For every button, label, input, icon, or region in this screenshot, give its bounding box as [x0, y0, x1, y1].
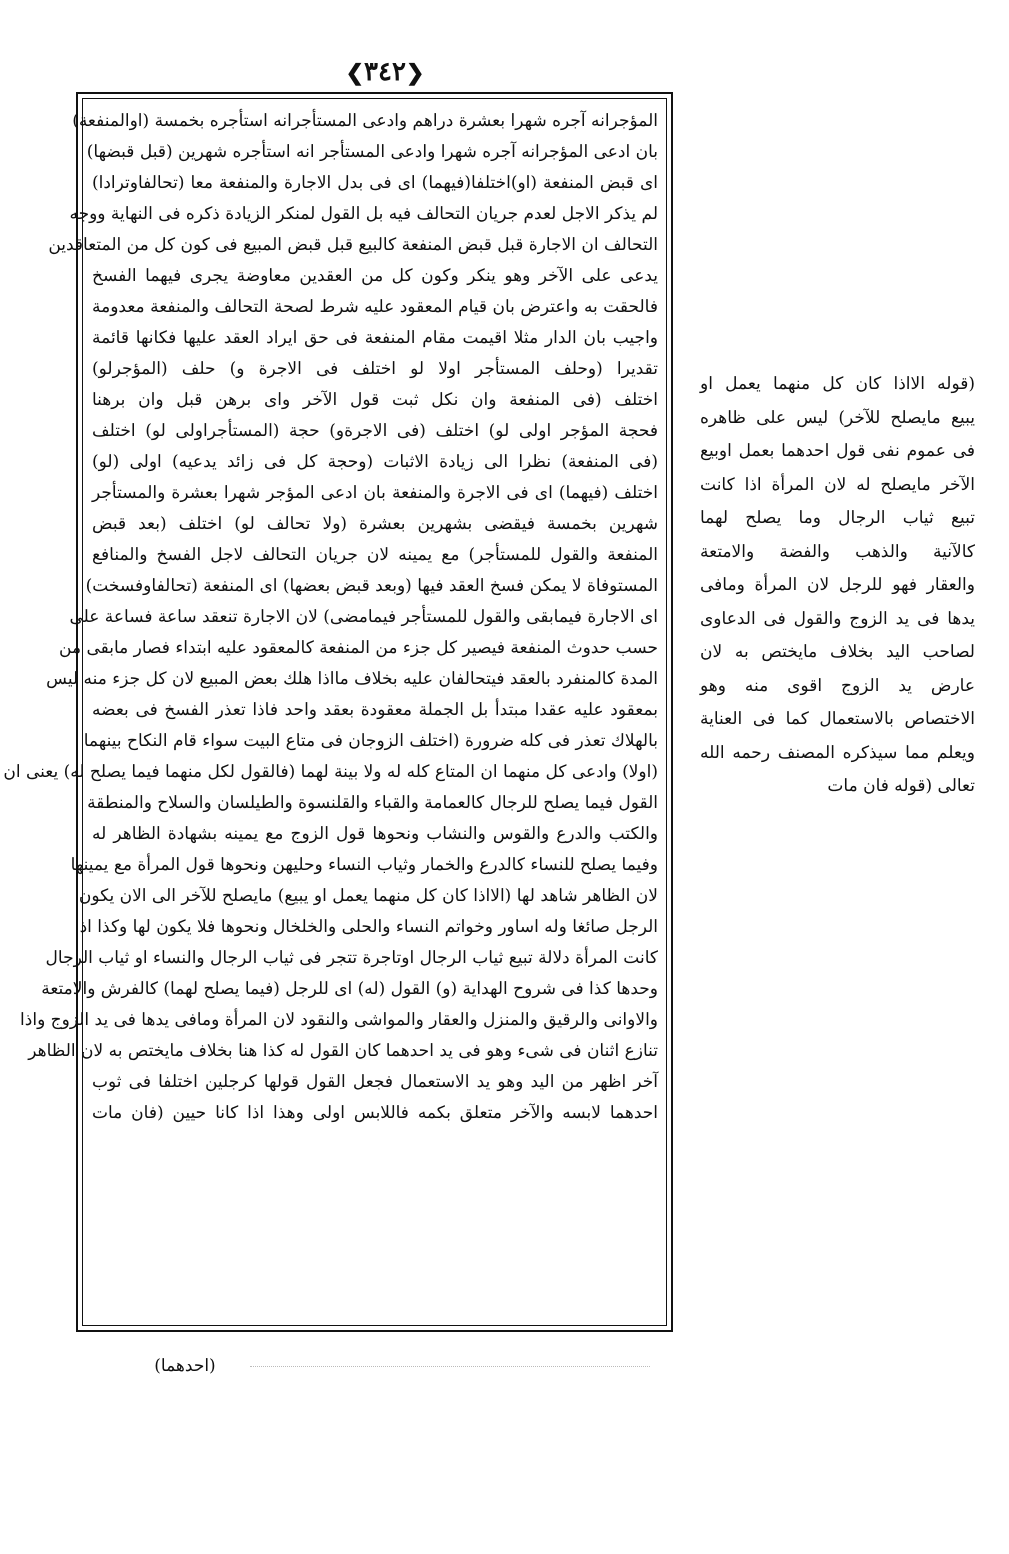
- catchword: (احدهما): [154, 1356, 216, 1376]
- main-text-line: آخر اظهر من اليد وهو يد الاستعمال فجعل القول قولها كرجلين اختلفا فى ثوب: [92, 1072, 658, 1092]
- main-text-line: القول فيما يصلح للرجال كالعمامة والقباء والقلنسوة والطيلسان والسلاح والمنطقة: [87, 793, 658, 813]
- commentary-line: يبيع مايصلح للآخر) ليس على ظاهره: [700, 407, 975, 428]
- commentary-line: ويعلم مما سيذكره المصنف رحمه الله: [700, 742, 975, 763]
- main-text-line: والاوانى والرقيق والمنزل والعقار والمواشى والنقود لان المرأة ومافى يدها فى يد الزوج واذا: [20, 1010, 658, 1030]
- marginal-commentary: [700, 368, 975, 848]
- main-text-line: المنفعة والقول للمستأجر) مع يمينه لان جريان التحالف لاجل الفسخ والمنافع: [92, 545, 658, 565]
- main-text-line: الرجل صائغا وله اساور وخواتم النساء والحلى والخلخال ونحوها فلا يكون لها وكذا اذا: [74, 917, 658, 937]
- main-text-line: حسب حدوث المنفعة فيصير كل جزء من المنفعة كالمعقود عليه ابتداء فصار مابقى من: [59, 638, 658, 658]
- main-text-line: التحالف ان الاجارة قبل قبض المنفعة كالبيع قبل قبض المبيع فى كون كل من المتعاقدين: [48, 235, 658, 255]
- commentary-line: تعالى (قوله فان مات: [827, 776, 975, 796]
- main-text-line: شهرين بخمسة فيقضى بشهرين بعشرة (ولا تحالف لو) اختلف (بعد قبض: [92, 514, 658, 534]
- main-text-line: بالهلاك تعذر فى كله ضرورة (اختلف الزوجان فى متاع البيت سواء قام النكاح بينهما: [83, 731, 658, 751]
- main-text-line: يدعى على الآخر وهو ينكر وكون كل من العقدين معاوضة يجرى فيهما الفسخ: [92, 266, 658, 286]
- commentary-line: الآخر مايصلح له لان المرأة اذا كانت: [700, 474, 975, 495]
- main-text-line: لان الظاهر شاهد لها (الااذا كان كل منهما يعمل او يبيع) مايصلح للآخر الى الان يكون: [78, 886, 658, 906]
- main-text-line: فالحقت به واعترض بان قيام المعقود عليه شرط لصحة التحالف والمنفعة معدومة: [92, 297, 658, 317]
- commentary-line: فى عموم نفى قول احدهما بعمل اوبيع: [700, 441, 975, 461]
- commentary-line: عارض يد الزوج اقوى منه وهو: [700, 675, 975, 696]
- footer-rule: [250, 1366, 650, 1367]
- main-text-line: فحجة المؤجر اولى لو) اختلف (فى الاجرةو) حجة (المستأجراولى لو) اختلف: [92, 421, 658, 441]
- main-text-line: بمعقود عليه عقدا مبتدأ بل الجملة معقودة بعقد واحد فاذا تعذر الفسخ فى بعضه: [92, 700, 658, 720]
- main-text-line: المستوفاة لا يمكن فسخ العقد فيها (وبعد قبض بعضها) اى المنفعة (تحالفاوفسخت): [85, 576, 658, 596]
- commentary-line: تبيع ثياب الرجال وما يصلح لهما: [700, 508, 975, 528]
- main-text-frame: [3, 92, 673, 1332]
- main-text-line: تنازع اثنان فى شىء وهو فى يد احدهما كان القول له كذا هنا بخلاف مايختص به لان الظاهر: [28, 1041, 658, 1061]
- commentary-line: الاختصاص بالاستعمال كما فى العناية: [700, 709, 975, 729]
- main-text-line: (فى المنفعة) نظرا الى زيادة الاثبات (وحجة كل فى زائد يدعيه) اولى (لو): [92, 452, 658, 472]
- main-text-line: والكتب والدرع والقوس والنشاب ونحوها قول الزوج مع يمينه بشهادة الظاهر له: [92, 824, 658, 844]
- main-text-line: واجيب بان الدار مثلا اقيمت مقام المنفعة فى حق ايراد العقد عليها فكانها قائمة: [92, 328, 658, 348]
- commentary-line: لصاحب اليد بخلاف مايختص به لان: [700, 642, 975, 662]
- page-number-text: ٣٤٢: [364, 57, 406, 87]
- main-text-line: بان ادعى المؤجرانه آجره شهرا وادعى المستأجر انه استأجره شهرين (قبل قبضها): [86, 142, 658, 162]
- main-text-line: (اولا) وادعى كل منهما ان المتاع كله له ولا بينة لهما (فالقول لكل منهما فيما يصلح له) يعنى ان: [3, 762, 658, 782]
- commentary-line: (قوله الااذا كان كل منهما يعمل او: [700, 374, 975, 394]
- main-text-line: المؤجرانه آجره شهرا بعشرة دراهم وادعى المستأجرانه استأجره بخمسة (اوالمنفعة): [72, 111, 658, 131]
- commentary-line: يدها فى يد الزوج والقول فى الدعاوى: [700, 608, 975, 629]
- main-text-body: [3, 106, 658, 1316]
- main-text-line: اى الاجارة فيمابقى والقول للمستأجر فيمامضى) لان الاجارة تنعقد ساعة فساعة على: [69, 607, 658, 627]
- main-text-line: كانت المرأة دلالة تبيع ثياب الرجال اوتاجرة تتجر فى ثياب الرجال والنساء او ثياب الرجال: [45, 948, 658, 968]
- main-text-line: وحدها كذا فى شروح الهداية (و) القول (له) اى للرجل (فيما يصلح لهما) كالفرش والامتعة: [41, 979, 658, 999]
- main-text-line: وفيما يصلح للنساء كالدرع والخمار وثياب النساء وحليهن ونحوها قول المرأة مع يمينها: [70, 855, 658, 875]
- main-text-line: اختلف (فى المنفعة وان نكل ثبت قول الآخر واى برهن قبل وان برهنا: [92, 390, 658, 410]
- main-text-line: المدة كالمنفرد بالعقد فيتحالفان عليه بخلاف مااذا هلك بعض المبيع لان كل جزء منه ليس: [46, 669, 658, 689]
- main-text-line: اى قبض المنفعة (او)اختلفا(فيهما) اى فى بدل الاجارة والمنفعة معا (تحالفاوترادا): [92, 173, 658, 193]
- page-number: ❮٣٤٢❯: [345, 57, 425, 87]
- commentary-line: كالآنية والذهب والفضة والامتعة: [700, 541, 975, 562]
- commentary-line: والعقار فهو للرجل لان المرأة ومافى: [700, 575, 975, 595]
- main-text-line: تقديرا (وحلف المستأجر اولا لو اختلف فى الاجرة و) حلف (المؤجرلو): [92, 359, 658, 379]
- main-text-line: احدهما لابسه والآخر متعلق بكمه فاللابس اولى وهذا اذا كانا حيين (فان مات: [92, 1103, 658, 1123]
- main-text-line: اختلف (فيهما) اى فى الاجرة والمنفعة بان ادعى المؤجر شهرا بعشرة والمستأجر: [92, 483, 658, 503]
- main-text-line: لم يذكر الاجل لعدم جريان التحالف فيه بل القول لمنكر الزيادة ذكره فى النهاية ووجه: [69, 204, 658, 224]
